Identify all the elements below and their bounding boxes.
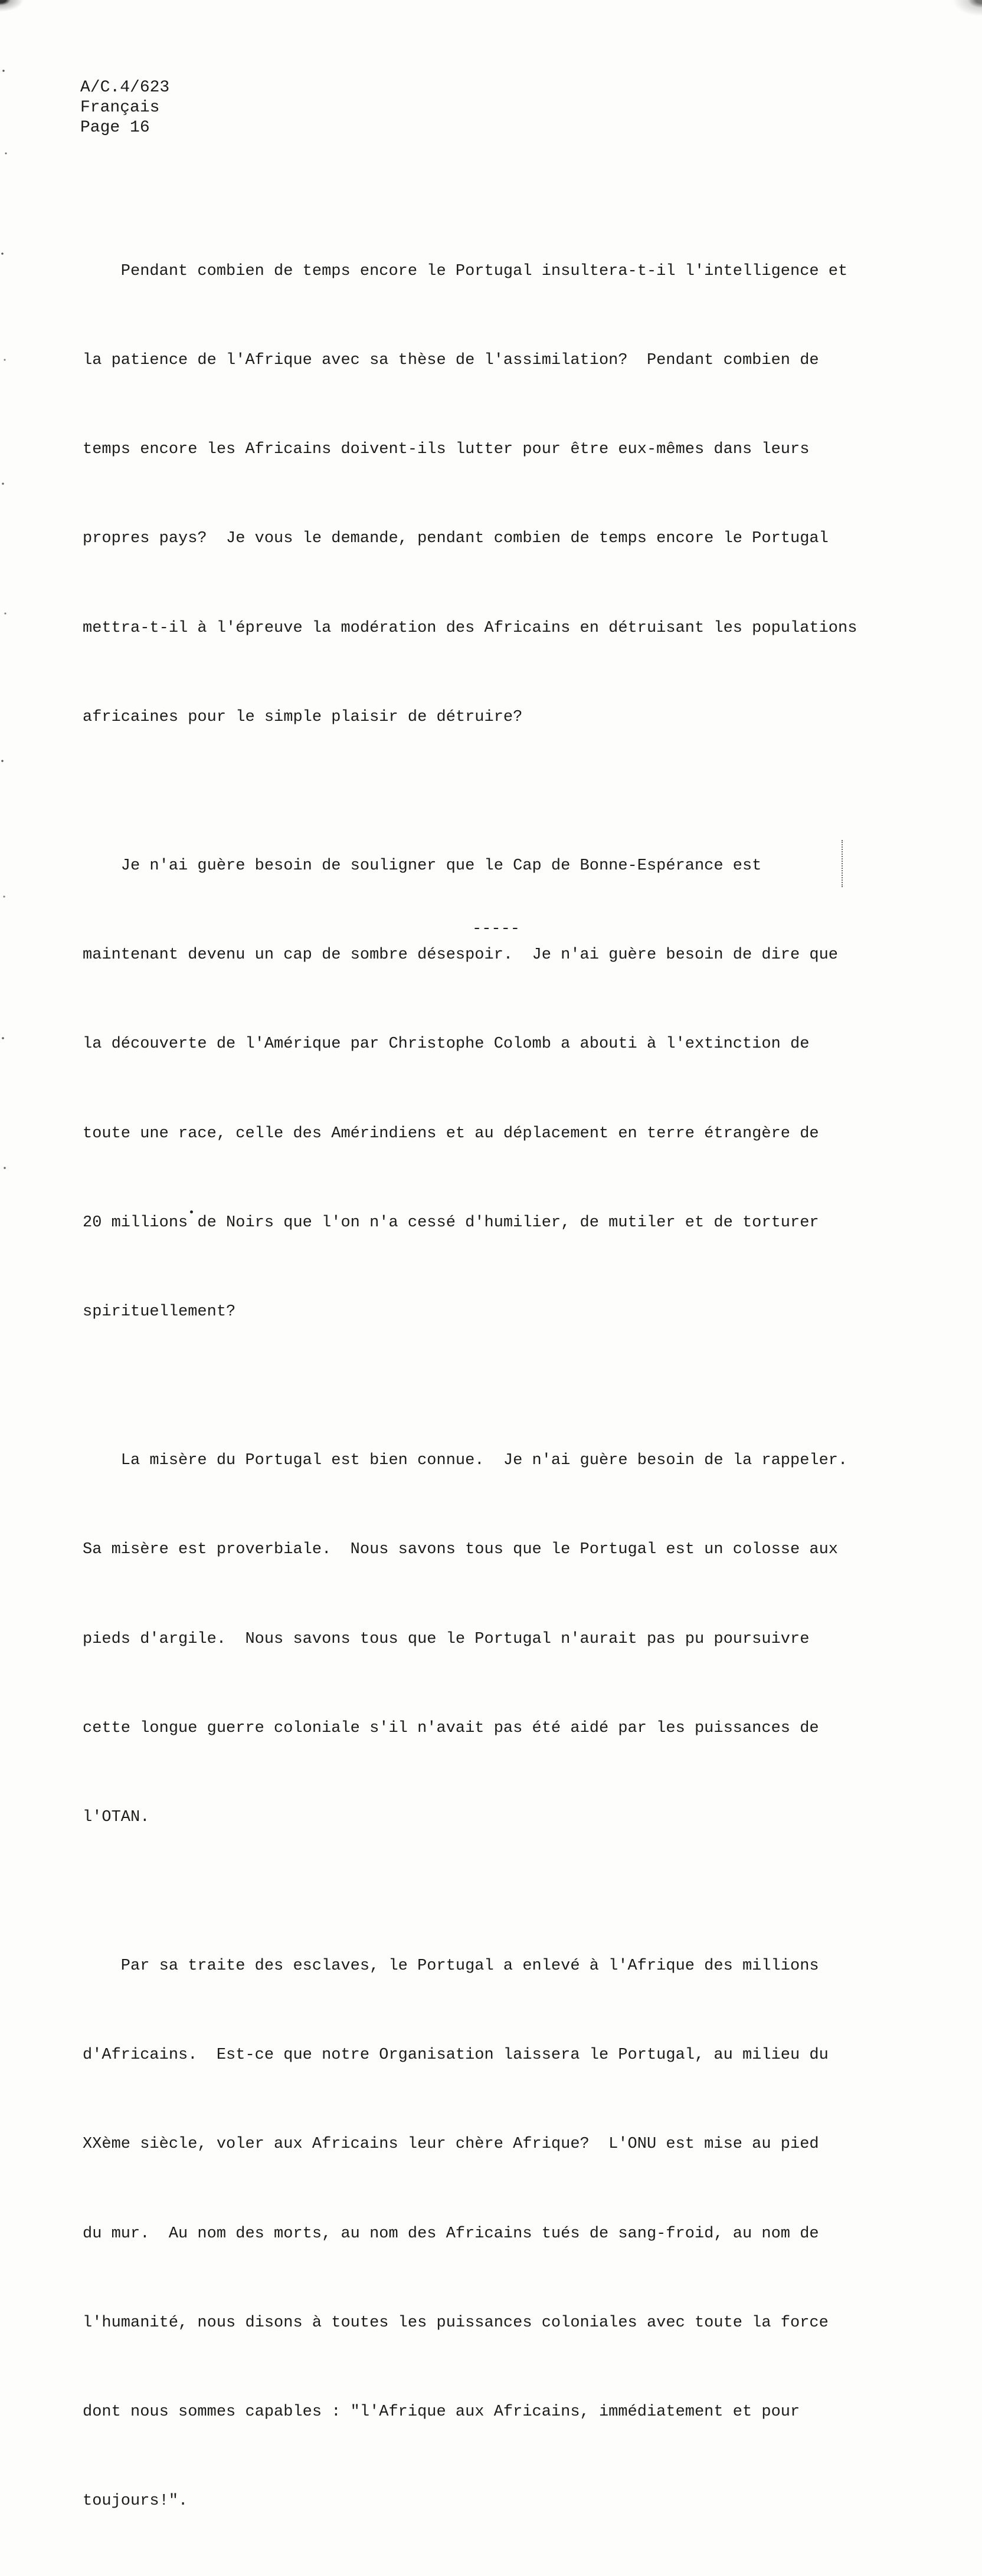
- text-line: temps encore les Africains doivent-ils lutter pour être eux-mêmes dans leurs: [83, 441, 810, 459]
- text-line: XXème siècle, voler aux Africains leur chère Afrique? L'ONU est mise au pied: [83, 2135, 819, 2154]
- document-header: [80, 78, 169, 138]
- text-line: cette longue guerre coloniale s'il n'avait pas été aidé par les puissances de: [83, 1719, 819, 1737]
- text-line: l'OTAN.: [83, 1808, 150, 1826]
- paragraph-1: [83, 197, 885, 792]
- scan-speck: [190, 1210, 193, 1213]
- paragraph-4: [83, 1892, 885, 2575]
- text-line: Je n'ai guère besoin de souligner que le Cap de Bonne-Espérance est: [83, 857, 762, 875]
- text-line: Sa misère est proverbiale. Nous savons tous que le Portugal est un colosse aux: [83, 1541, 839, 1559]
- document-body: [83, 197, 885, 2576]
- text-line: mettra-t-il à l'épreuve la modération des Africains en détruisant les populations: [83, 619, 857, 637]
- paragraph-2: [83, 792, 885, 1386]
- text-line: la découverte de l'Amérique par Christophe Colomb a abouti à l'extinction de: [83, 1035, 810, 1054]
- scan-edge-noise: [0, 0, 13, 1246]
- text-line: spirituellement?: [83, 1303, 236, 1321]
- scan-corner-smudge-right: [929, 0, 982, 29]
- document-symbol: A/C.4/623: [80, 78, 170, 97]
- text-line: Par sa traite des esclaves, le Portugal a enlevé à l'Afrique des millions: [83, 1957, 819, 1975]
- text-line: l'humanité, nous disons à toutes les puissances coloniales avec toute la force: [83, 2314, 829, 2332]
- paragraph-3: [83, 1386, 885, 1892]
- text-line: toute une race, celle des Amérindiens et au déplacement en terre étrangère de: [83, 1124, 819, 1143]
- text-line: dont nous sommes capables : "l'Afrique aux Africains, immédiatement et pour: [83, 2403, 800, 2421]
- text-line: 20 millions de Noirs que l'on n'a cessé d'humilier, de mutiler et de torturer: [83, 1213, 819, 1232]
- page-number: Page 16: [80, 119, 150, 137]
- text-line: propres pays? Je vous le demande, pendant combien de temps encore le Portugal: [83, 530, 829, 548]
- text-line: africaines pour le simple plaisir de détruire?: [83, 708, 523, 726]
- text-line: Pendant combien de temps encore le Portugal insultera-t-il l'intelligence et: [83, 262, 848, 280]
- document-language: Français: [80, 99, 160, 117]
- text-line: maintenant devenu un cap de sombre désespoir. Je n'ai guère besoin de dire que: [83, 946, 839, 964]
- margin-mark: [842, 840, 844, 887]
- text-line: d'Africains. Est-ce que notre Organisation laissera le Portugal, au milieu du: [83, 2046, 829, 2065]
- scan-corner-smudge-left: [0, 0, 47, 24]
- text-line: pieds d'argile. Nous savons tous que le Portugal n'aurait pas pu poursuivre: [83, 1630, 810, 1648]
- end-divider: -----: [472, 920, 521, 938]
- text-line: La misère du Portugal est bien connue. Je n'ai guère besoin de la rappeler.: [83, 1452, 848, 1470]
- text-line: toujours!".: [83, 2492, 188, 2511]
- text-line: du mur. Au nom des morts, au nom des Africains tués de sang-froid, au nom de: [83, 2224, 819, 2243]
- text-line: la patience de l'Afrique avec sa thèse de l'assimilation? Pendant combien de: [83, 352, 819, 370]
